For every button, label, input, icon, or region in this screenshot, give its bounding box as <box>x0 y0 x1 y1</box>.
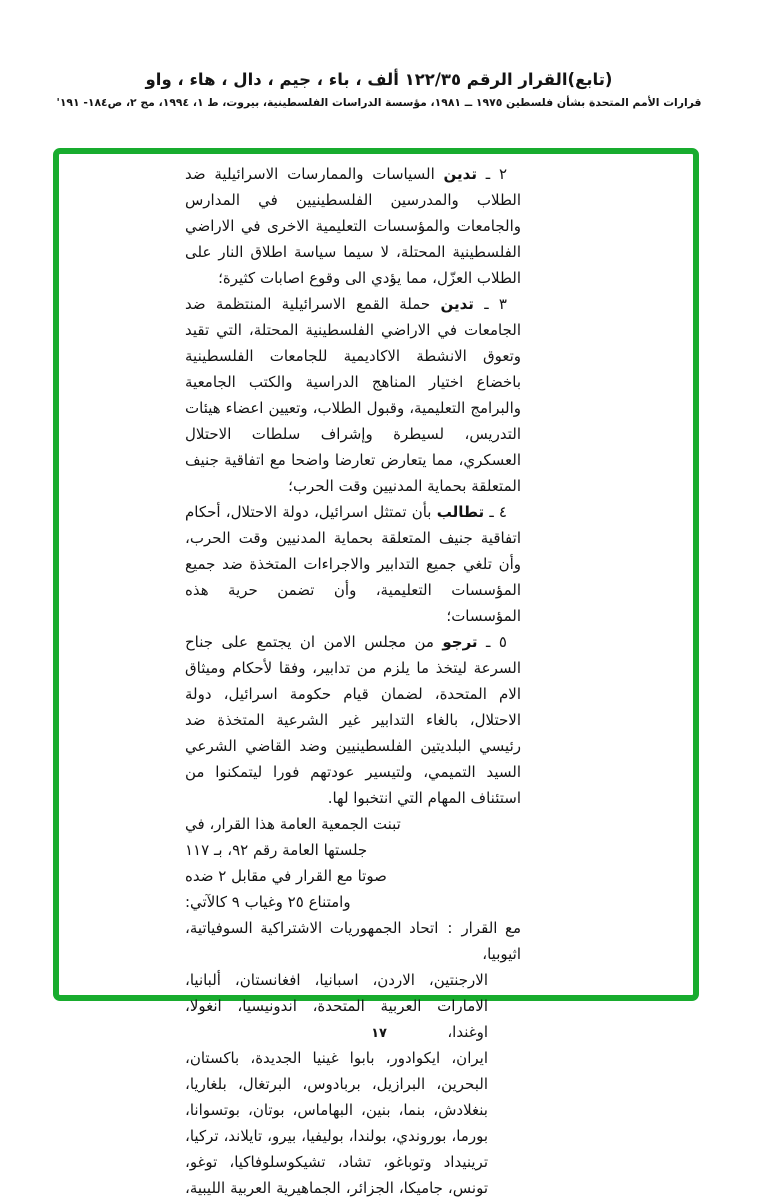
paragraph-2-text: السياسات والممارسات الاسرائيلية ضد الطلاب والمدرسين الفلسطينيين في المدارس والجامعات والمؤسسات التعليمية الاخرى في الاراضي الفلسطينية المحتلة، لا سيما سياسة اطلاق النار على الطلاب العزّل، مما يؤدي الى وقوع اصابات كثيرة؛ <box>185 165 521 287</box>
resolution-title: (تابع)القرار الرقم ١٢٢/٣٥ ألف ، باء ، جيم ، دال ، هاء ، واو <box>145 70 613 89</box>
paragraph-5-marker: ٥ ـ <box>486 633 507 651</box>
voting-record <box>185 915 521 1201</box>
page-number: ١٧ <box>371 1026 387 1041</box>
paragraph-2-marker: ٢ ـ <box>485 165 507 183</box>
vote-with-label: مع القرار <box>461 919 521 937</box>
vote-colon: : <box>447 919 453 937</box>
paragraph-5-text: من مجلس الامن ان يجتمع على جناح السرعة ليتخذ ما يلزم من تدابير، وفقا لأحكام وميثاق الام المتحدة، لضمان قيام حكومة اسرائيل، دولة الاحتلال، بالغاء التدابير غير الشرعية المتخذة ضد رئيسي البلديتين الفلسطينيين وضد القاضي الشرعي السيد التميمي، ولتيسير عودتهم فورا ليتمكنوا من استئناف المهام التي انتخبوا لها. <box>185 633 521 807</box>
adoption-line-2: جلستها العامة رقم ٩٢، بـ ١١٧ <box>185 841 368 859</box>
paragraph-4-lead-word: تطالب <box>436 503 485 521</box>
paragraph-3 <box>185 291 521 499</box>
paragraph-4-text: بأن تمتثل اسرائيل، دولة الاحتلال، أحكام اتفاقية جنيف المتعلقة بحماية المدنيين وقت الحرب، وأن تلغي جميع التدابير والاجراءات المتخذة ضد جميع المؤسسات التعليمية، وأن تضمن حرية هذه المؤسسات؛ <box>185 503 521 625</box>
adoption-line-1: تبنت الجمعية العامة هذا القرار، في <box>185 815 401 833</box>
page-header <box>0 70 758 109</box>
paragraph-4 <box>185 499 521 629</box>
vote-countries-line-3: الامارات العربية المتحدة، اندونيسيا، انغولا، اوغندا، <box>185 997 488 1041</box>
vote-countries-line-2: الارجنتين، الاردن، اسبانيا، افغانستان، ألبانيا، <box>185 971 488 989</box>
paragraph-5 <box>185 629 521 811</box>
vote-countries-line-9: تونس، جاميكا، الجزائر، الجماهيرية العربية الليبية، <box>185 1179 488 1197</box>
paragraph-3-marker: ٣ ـ <box>484 295 507 313</box>
paragraph-5-lead-word: ترجو <box>442 633 478 651</box>
resolution-body <box>185 161 521 1201</box>
vote-countries-line-8: ترينيداد وتوباغو، تشاد، تشيكوسلوفاكيا، توغو، <box>185 1153 488 1171</box>
adoption-line-3: صوتا مع القرار في مقابل ٢ ضده <box>185 867 387 885</box>
source-citation: قرارات الأمم المتحدة بشأن فلسطين ١٩٧٥ ــ ١٩٨١، مؤسسة الدراسات الفلسطينية، بيروت، ط ١، ١٩٩٤، مج ٢، ص١٨٤- ١٩١' <box>56 96 702 109</box>
adoption-note <box>185 811 521 915</box>
paragraph-3-text: حملة القمع الاسرائيلية المنتظمة ضد الجامعات في الاراضي الفلسطينية المحتلة، التي تقيد وتعوق الانشطة الاكاديمية للجامعات الفلسطينية باخضاع اختيار المناهج الدراسية والكتب الجامعية والبرامج التعليمية، وقبول الطلاب، وتعيين اعضاء هيئات التدريس، لسيطرة وإشراف سلطات الاحتلال العسكري، مما يتعارض تعارضا واضحا مع اتفاقية جنيف المتعلقة بحماية المدنيين وقت الحرب؛ <box>185 295 521 495</box>
paragraph-2 <box>185 161 521 291</box>
paragraph-3-lead-word: تدين <box>440 295 474 313</box>
vote-countries-line-6: بنغلادش، بنما، بنين، البهاماس، بوتان، بوتسوانا، <box>185 1101 488 1119</box>
vote-countries-line-1: اتحاد الجمهوريات الاشتراكية السوفياتية، اثيوبيا، <box>185 919 521 963</box>
adoption-line-4: وامتناع ٢٥ وغياب ٩ كالآتي: <box>185 893 351 911</box>
vote-countries-line-4: ايران، ايكوادور، بابوا غينيا الجديدة، باكستان، <box>185 1049 488 1067</box>
vote-countries-line-7: بورما، بوروندي، بولندا، بوليفيا، بيرو، تايلاند، تركيا، <box>185 1127 488 1145</box>
vote-with-line <box>185 915 521 967</box>
paragraph-2-lead-word: تدين <box>443 165 477 183</box>
vote-countries-line-5: البحرين، البرازيل، بربادوس، البرتغال، بلغاريا، <box>185 1075 488 1093</box>
paragraph-4-marker: ٤ ـ <box>489 503 507 521</box>
